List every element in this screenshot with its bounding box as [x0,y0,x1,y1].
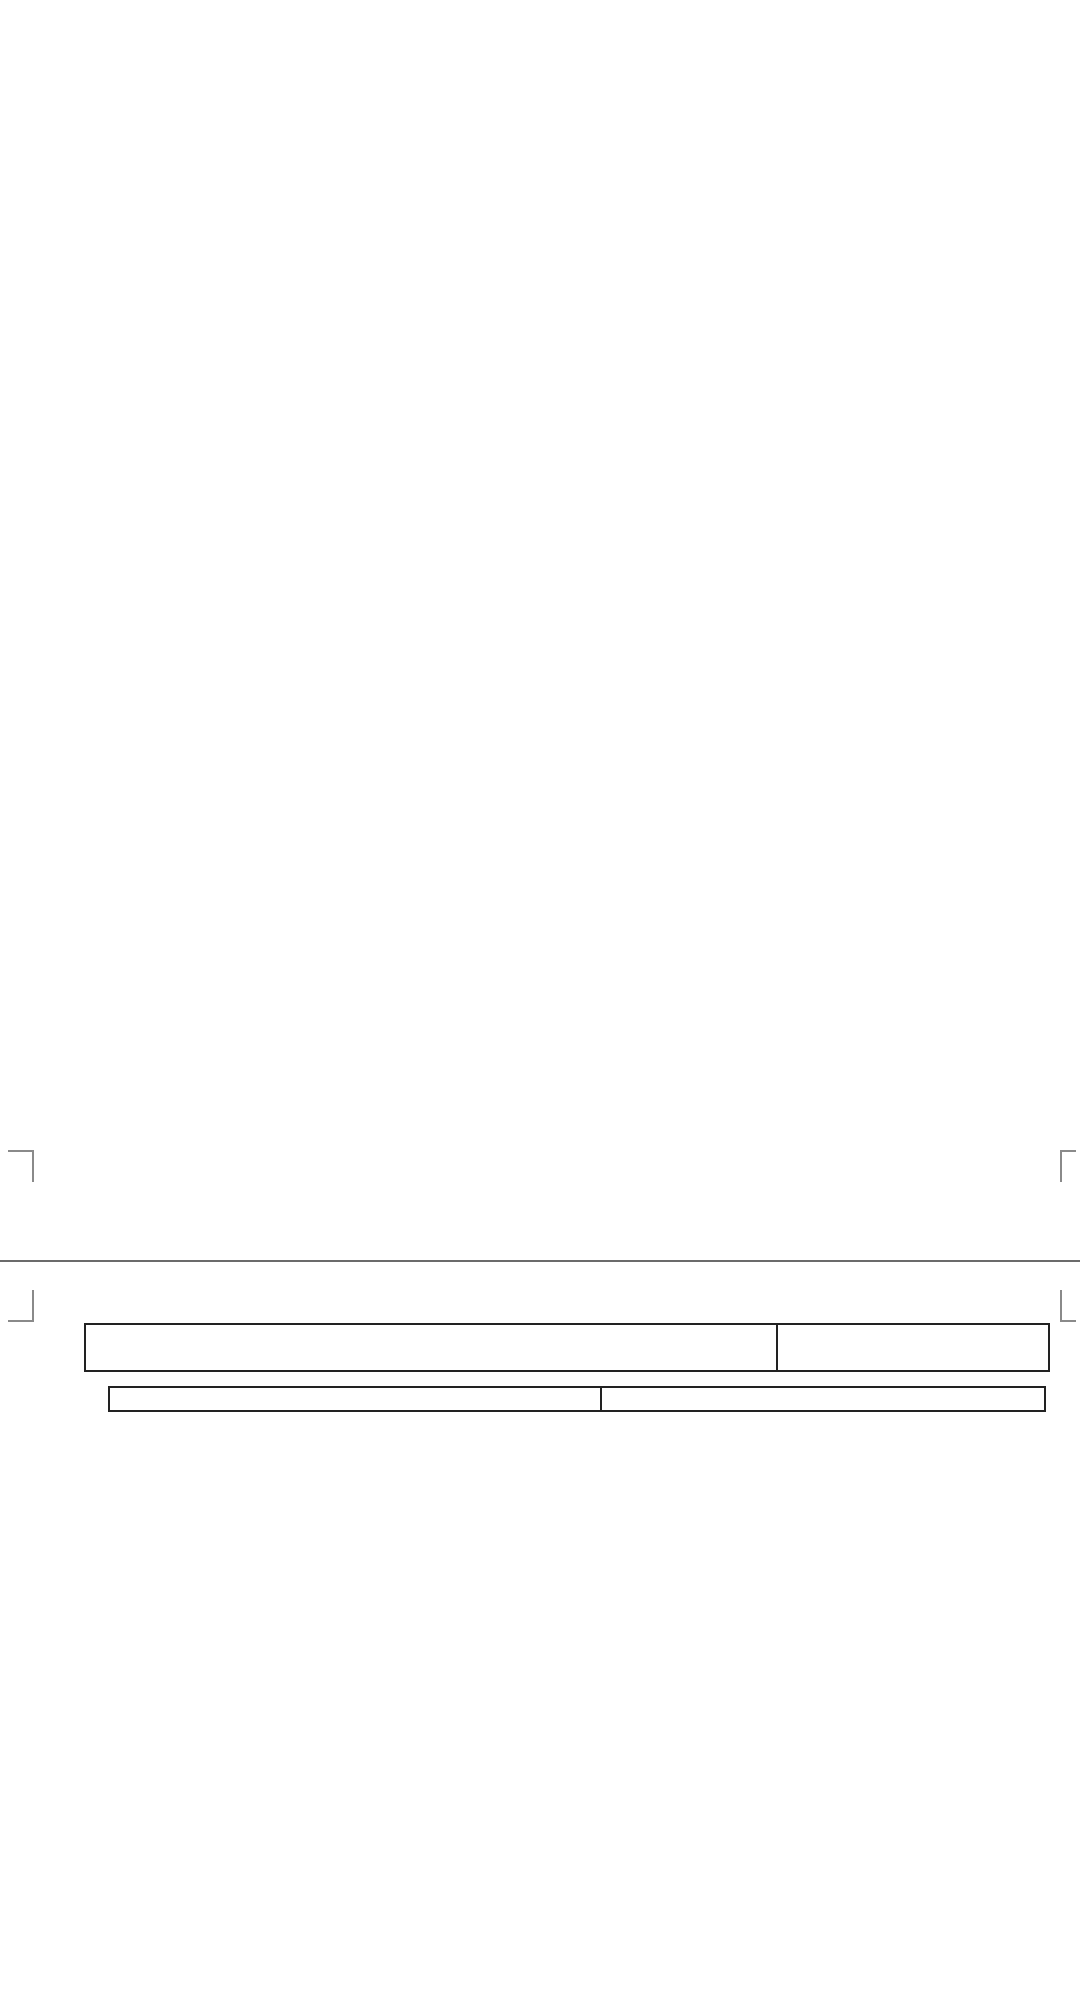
crop-mark-icon [8,1150,34,1182]
q9-conjunctions [601,1387,1045,1411]
q8-sentences [85,1324,777,1371]
crop-mark-icon [1060,1150,1076,1182]
page-break [0,1150,1080,1290]
crop-mark-icon [1060,1290,1076,1322]
q9-table [108,1386,1046,1412]
q9-groups [109,1387,601,1411]
page-divider [0,1260,1080,1262]
q8-answers [777,1324,1049,1371]
crop-mark-icon [8,1290,34,1322]
q8-table [84,1323,1050,1372]
page-two [36,1323,1066,1412]
